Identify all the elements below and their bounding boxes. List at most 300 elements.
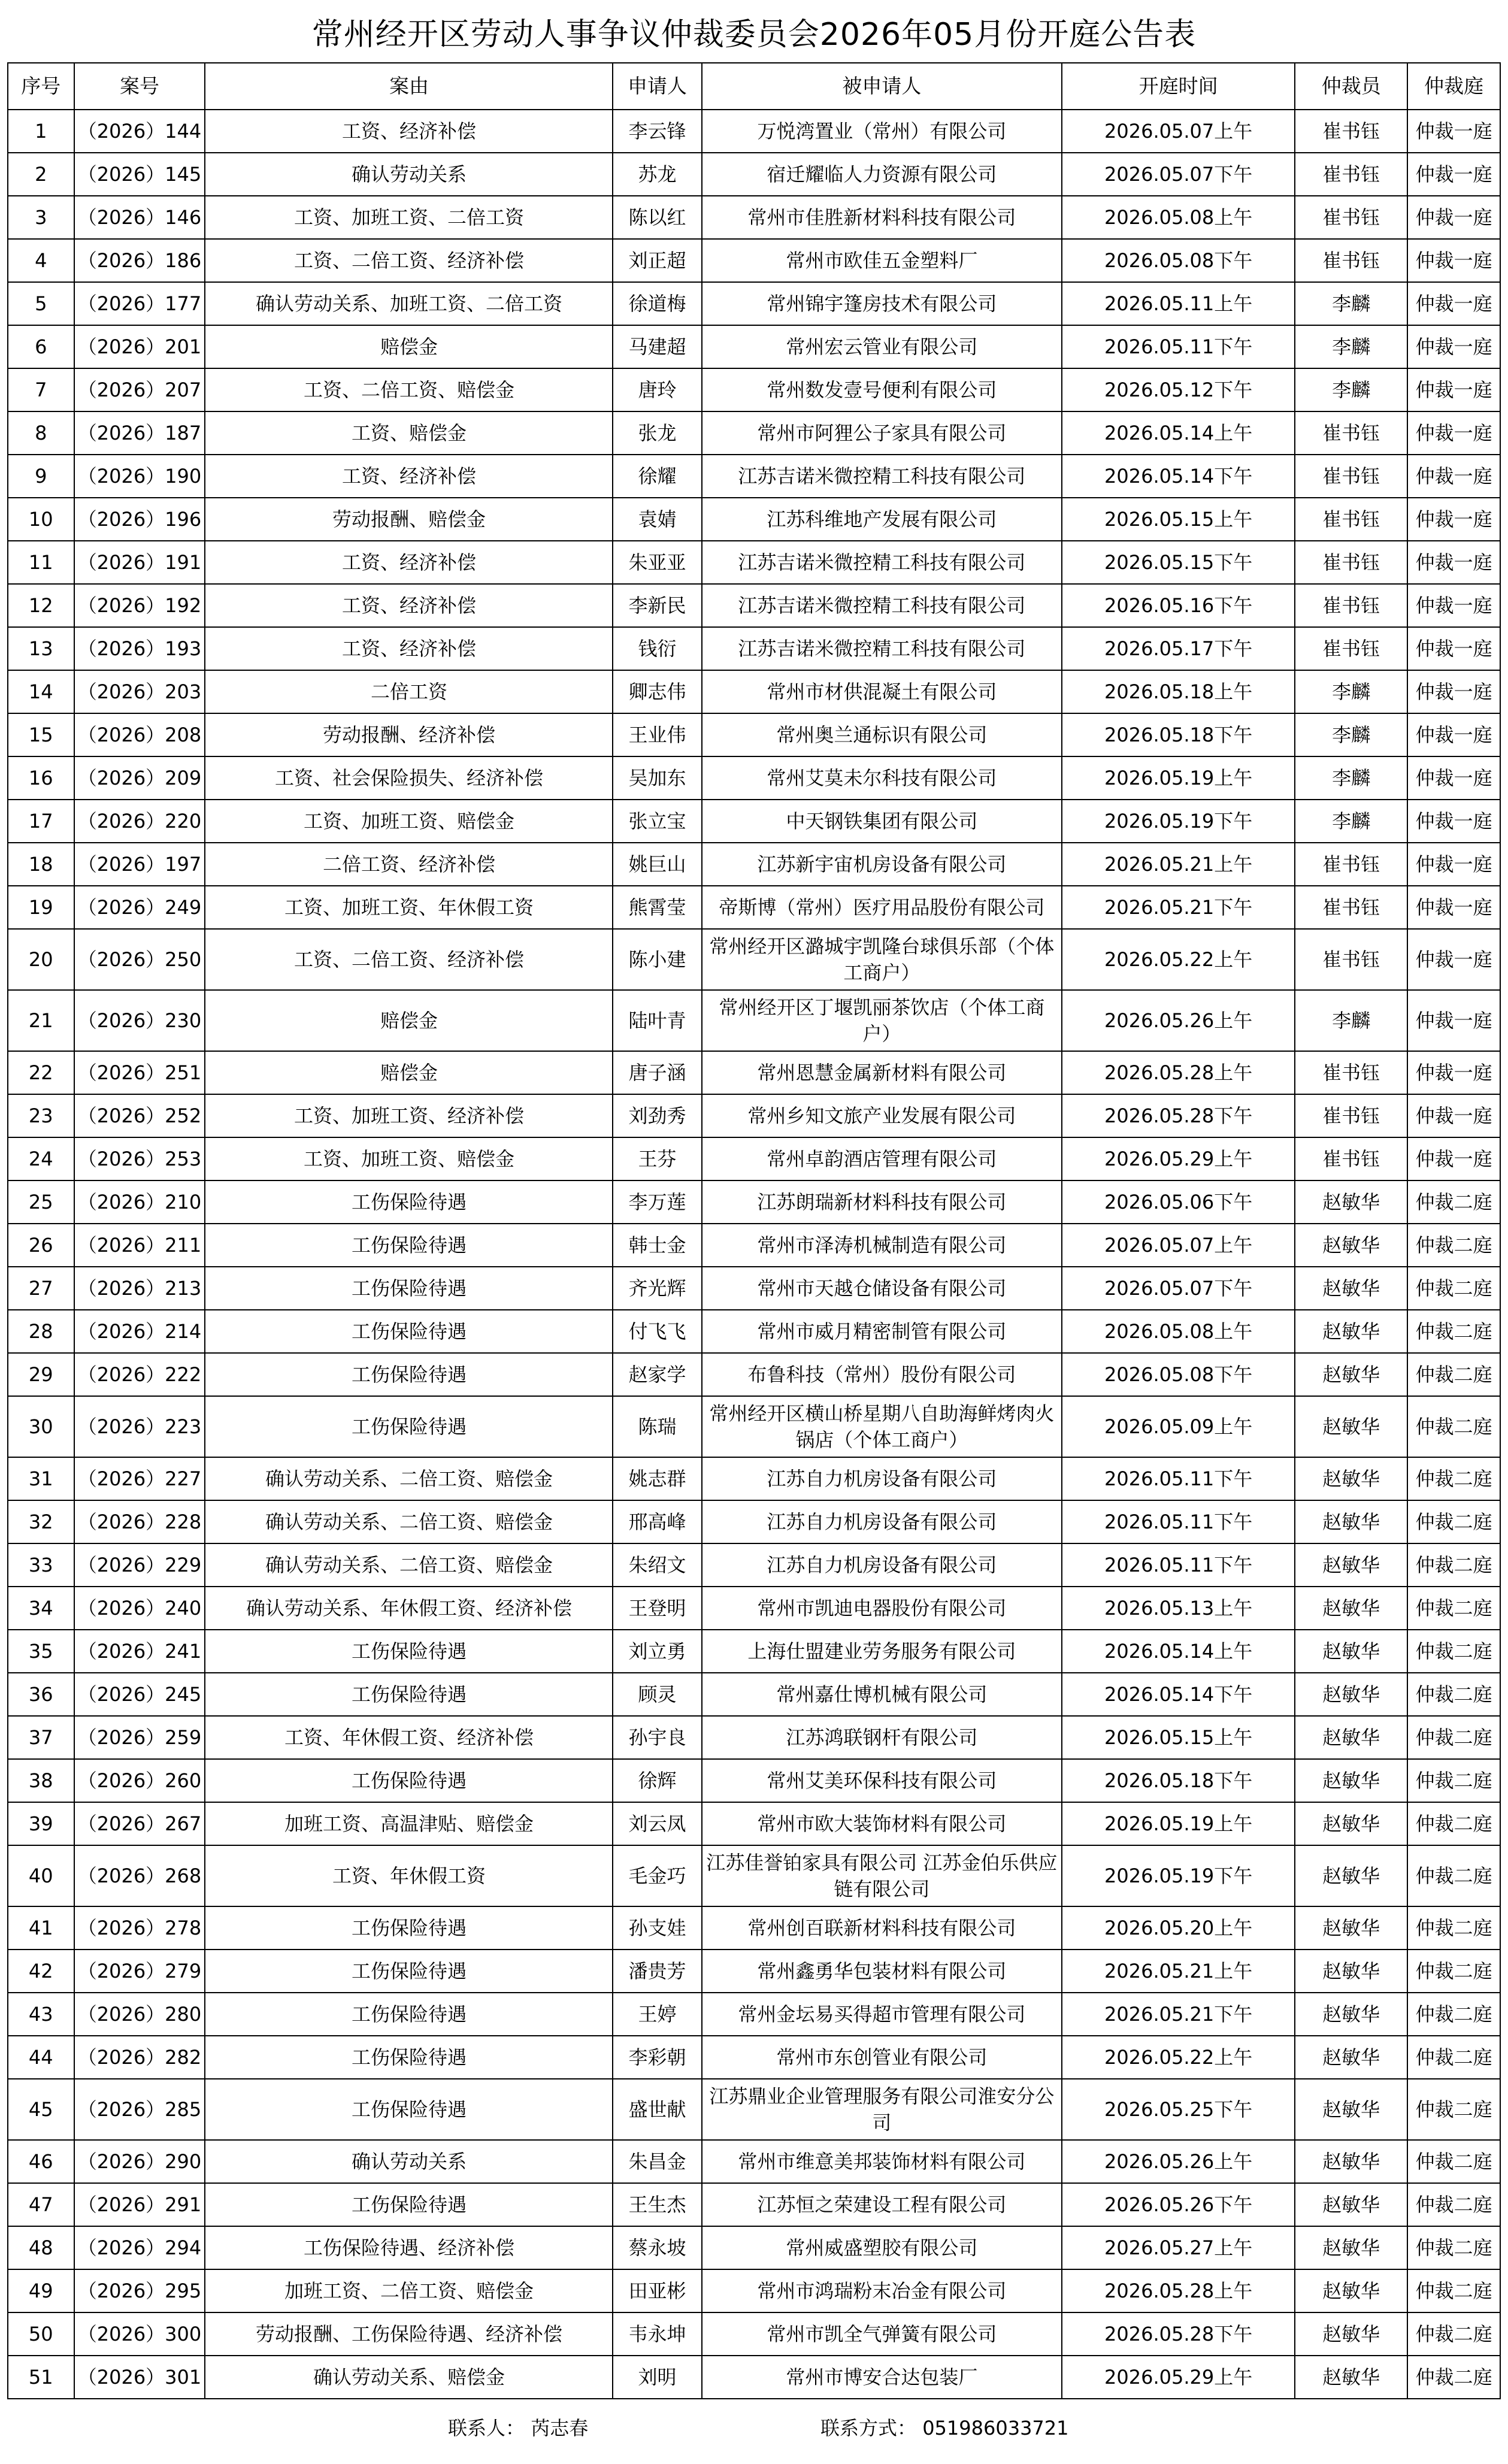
cell-arbitrator: 赵敏华 [1295,2183,1407,2226]
cell-cause: 工资、经济补偿 [205,110,613,153]
cell-index: 44 [8,2036,74,2079]
cell-tribunal: 仲裁一庭 [1407,1051,1500,1094]
cell-case-no: （2026）222 [74,1353,205,1396]
cell-cause: 工伤保险待遇 [205,1267,613,1310]
cell-applicant: 徐道梅 [613,282,701,325]
cell-applicant: 卿志伟 [613,670,701,713]
cell-applicant: 韩士金 [613,1224,701,1267]
cell-hearing-time: 2026.05.19上午 [1062,1802,1295,1845]
table-row [8,1396,1500,1457]
cell-cause: 加班工资、高温津贴、赔偿金 [205,1802,613,1845]
cell-hearing-time: 2026.05.15上午 [1062,1716,1295,1759]
cell-arbitrator: 赵敏华 [1295,1353,1407,1396]
cell-cause: 工资、加班工资、二倍工资 [205,196,613,239]
cell-hearing-time: 2026.05.17下午 [1062,627,1295,670]
cell-cause: 确认劳动关系、二倍工资、赔偿金 [205,1543,613,1587]
cell-respondent: 常州市维意美邦装饰材料有限公司 [702,2140,1062,2183]
cell-index: 20 [8,929,74,990]
cell-respondent: 中天钢铁集团有限公司 [702,800,1062,843]
cell-arbitrator: 崔书钰 [1295,843,1407,886]
cell-applicant: 盛世献 [613,2079,701,2140]
cell-hearing-time: 2026.05.15上午 [1062,498,1295,541]
cell-case-no: （2026）227 [74,1457,205,1500]
cell-tribunal: 仲裁二庭 [1407,2036,1500,2079]
table-row [8,1993,1500,2036]
cell-cause: 加班工资、二倍工资、赔偿金 [205,2269,613,2312]
cell-case-no: （2026）146 [74,196,205,239]
cell-cause: 工资、加班工资、年休假工资 [205,886,613,929]
cell-tribunal: 仲裁一庭 [1407,153,1500,196]
cell-case-no: （2026）229 [74,1543,205,1587]
cell-index: 28 [8,1310,74,1353]
cell-arbitrator: 崔书钰 [1295,1051,1407,1094]
cell-respondent: 常州乡知文旅产业发展有限公司 [702,1094,1062,1137]
cell-respondent: 常州市佳胜新材料科技有限公司 [702,196,1062,239]
cell-tribunal: 仲裁二庭 [1407,2312,1500,2356]
cell-hearing-time: 2026.05.13上午 [1062,1587,1295,1630]
cell-index: 43 [8,1993,74,2036]
cell-applicant: 刘立勇 [613,1630,701,1673]
cell-arbitrator: 崔书钰 [1295,196,1407,239]
cell-tribunal: 仲裁二庭 [1407,1543,1500,1587]
cell-respondent: 江苏佳誉铂家具有限公司 江苏金伯乐供应链有限公司 [702,1845,1062,1906]
table-row [8,455,1500,498]
cell-applicant: 姚志群 [613,1457,701,1500]
contact-name: 芮志春 [531,2417,589,2439]
cell-hearing-time: 2026.05.15下午 [1062,541,1295,584]
cell-applicant: 张龙 [613,411,701,455]
cell-cause: 劳动报酬、工伤保险待遇、经济补偿 [205,2312,613,2356]
cell-respondent: 江苏鼎业企业管理服务有限公司淮安分公司 [702,2079,1062,2140]
cell-cause: 工资、年休假工资、经济补偿 [205,1716,613,1759]
cell-cause: 确认劳动关系 [205,153,613,196]
cell-case-no: （2026）177 [74,282,205,325]
cell-applicant: 蔡永坡 [613,2226,701,2269]
cell-arbitrator: 李麟 [1295,800,1407,843]
cell-hearing-time: 2026.05.14上午 [1062,1630,1295,1673]
cell-cause: 二倍工资、经济补偿 [205,843,613,886]
cell-applicant: 孙支娃 [613,1906,701,1950]
cell-tribunal: 仲裁一庭 [1407,1137,1500,1180]
cell-hearing-time: 2026.05.14下午 [1062,455,1295,498]
cell-case-no: （2026）260 [74,1759,205,1802]
cell-case-no: （2026）295 [74,2269,205,2312]
cell-cause: 工伤保险待遇 [205,2036,613,2079]
cell-applicant: 吴加东 [613,756,701,800]
cell-cause: 工资、经济补偿 [205,541,613,584]
cell-tribunal: 仲裁二庭 [1407,2140,1500,2183]
cell-tribunal: 仲裁一庭 [1407,411,1500,455]
cell-index: 2 [8,153,74,196]
cell-arbitrator: 李麟 [1295,325,1407,368]
cell-hearing-time: 2026.05.28上午 [1062,1051,1295,1094]
cell-hearing-time: 2026.05.28上午 [1062,2269,1295,2312]
cell-index: 48 [8,2226,74,2269]
cell-applicant: 王婷 [613,1993,701,2036]
cell-hearing-time: 2026.05.11下午 [1062,1543,1295,1587]
table-row [8,368,1500,411]
header-cause: 案由 [205,63,613,110]
cell-cause: 工伤保险待遇 [205,2183,613,2226]
cell-hearing-time: 2026.05.11下午 [1062,325,1295,368]
cell-hearing-time: 2026.05.26上午 [1062,990,1295,1051]
cell-tribunal: 仲裁一庭 [1407,282,1500,325]
cell-arbitrator: 崔书钰 [1295,1137,1407,1180]
cell-applicant: 唐玲 [613,368,701,411]
cell-case-no: （2026）279 [74,1950,205,1993]
table-row [8,498,1500,541]
cell-cause: 确认劳动关系、赔偿金 [205,2356,613,2399]
cell-hearing-time: 2026.05.11上午 [1062,282,1295,325]
cell-respondent: 常州卓韵酒店管理有限公司 [702,1137,1062,1180]
table-row [8,2183,1500,2226]
cell-case-no: （2026）230 [74,990,205,1051]
cell-respondent: 常州经开区潞城宇凯隆台球俱乐部（个体工商户） [702,929,1062,990]
cell-index: 46 [8,2140,74,2183]
cell-cause: 劳动报酬、赔偿金 [205,498,613,541]
cell-tribunal: 仲裁一庭 [1407,196,1500,239]
cell-applicant: 唐子涵 [613,1051,701,1094]
cell-applicant: 付飞飞 [613,1310,701,1353]
cell-applicant: 李云锋 [613,110,701,153]
cell-respondent: 常州艾莫未尔科技有限公司 [702,756,1062,800]
cell-respondent: 江苏科维地产发展有限公司 [702,498,1062,541]
table-row [8,1950,1500,1993]
cell-hearing-time: 2026.05.11下午 [1062,1500,1295,1543]
cell-tribunal: 仲裁一庭 [1407,239,1500,282]
cell-case-no: （2026）209 [74,756,205,800]
cell-tribunal: 仲裁一庭 [1407,455,1500,498]
cell-cause: 二倍工资 [205,670,613,713]
cell-tribunal: 仲裁二庭 [1407,1950,1500,1993]
cell-respondent: 常州宏云管业有限公司 [702,325,1062,368]
cell-case-no: （2026）282 [74,2036,205,2079]
cell-case-no: （2026）268 [74,1845,205,1906]
cell-index: 22 [8,1051,74,1094]
cell-index: 15 [8,713,74,756]
cell-arbitrator: 赵敏华 [1295,2140,1407,2183]
cell-arbitrator: 崔书钰 [1295,1094,1407,1137]
cell-tribunal: 仲裁二庭 [1407,2079,1500,2140]
cell-hearing-time: 2026.05.12下午 [1062,368,1295,411]
cell-tribunal: 仲裁一庭 [1407,584,1500,627]
cell-index: 34 [8,1587,74,1630]
cell-case-no: （2026）187 [74,411,205,455]
cell-applicant: 潘贵芳 [613,1950,701,1993]
cell-arbitrator: 赵敏华 [1295,1543,1407,1587]
table-row [8,886,1500,929]
table-row [8,1180,1500,1224]
cell-arbitrator: 崔书钰 [1295,239,1407,282]
table-row [8,325,1500,368]
cell-hearing-time: 2026.05.19下午 [1062,800,1295,843]
cell-arbitrator: 赵敏华 [1295,1180,1407,1224]
cell-respondent: 常州奥兰通标识有限公司 [702,713,1062,756]
cell-respondent: 常州市材供混凝土有限公司 [702,670,1062,713]
table-row [8,1716,1500,1759]
cell-index: 38 [8,1759,74,1802]
table-row [8,1137,1500,1180]
cell-arbitrator: 李麟 [1295,670,1407,713]
cell-respondent: 江苏朗瑞新材料科技有限公司 [702,1180,1062,1224]
cell-hearing-time: 2026.05.21上午 [1062,1950,1295,1993]
cell-index: 27 [8,1267,74,1310]
cell-hearing-time: 2026.05.11下午 [1062,1457,1295,1500]
cell-cause: 赔偿金 [205,1051,613,1094]
cell-cause: 工伤保险待遇 [205,1224,613,1267]
cell-applicant: 马建超 [613,325,701,368]
cell-cause: 赔偿金 [205,990,613,1051]
cell-tribunal: 仲裁二庭 [1407,1716,1500,1759]
cell-cause: 工伤保险待遇 [205,1310,613,1353]
cell-cause: 工资、加班工资、赔偿金 [205,1137,613,1180]
cell-respondent: 常州嘉仕博机械有限公司 [702,1673,1062,1716]
cell-cause: 赔偿金 [205,325,613,368]
cell-case-no: （2026）245 [74,1673,205,1716]
cell-index: 11 [8,541,74,584]
cell-index: 19 [8,886,74,929]
cell-arbitrator: 崔书钰 [1295,110,1407,153]
cell-hearing-time: 2026.05.07下午 [1062,153,1295,196]
cell-respondent: 常州数发壹号便利有限公司 [702,368,1062,411]
cell-tribunal: 仲裁二庭 [1407,1224,1500,1267]
cell-cause: 工资、加班工资、经济补偿 [205,1094,613,1137]
cell-hearing-time: 2026.05.14上午 [1062,411,1295,455]
cell-arbitrator: 崔书钰 [1295,584,1407,627]
cell-case-no: （2026）193 [74,627,205,670]
table-row [8,1051,1500,1094]
cell-hearing-time: 2026.05.26下午 [1062,2183,1295,2226]
cell-arbitrator: 李麟 [1295,990,1407,1051]
cell-index: 50 [8,2312,74,2356]
cell-cause: 工资、二倍工资、经济补偿 [205,929,613,990]
cell-tribunal: 仲裁一庭 [1407,843,1500,886]
cell-respondent: 常州市泽涛机械制造有限公司 [702,1224,1062,1267]
cell-hearing-time: 2026.05.07下午 [1062,1267,1295,1310]
table-row [8,1845,1500,1906]
cell-case-no: （2026）241 [74,1630,205,1673]
cell-respondent: 常州锦宇篷房技术有限公司 [702,282,1062,325]
table-row [8,800,1500,843]
cell-tribunal: 仲裁二庭 [1407,1457,1500,1500]
cell-hearing-time: 2026.05.07上午 [1062,110,1295,153]
cell-tribunal: 仲裁二庭 [1407,1630,1500,1673]
cell-arbitrator: 赵敏华 [1295,1906,1407,1950]
table-row [8,1267,1500,1310]
table-row [8,110,1500,153]
cell-respondent: 江苏恒之荣建设工程有限公司 [702,2183,1062,2226]
cell-tribunal: 仲裁一庭 [1407,110,1500,153]
cell-cause: 工伤保险待遇 [205,1759,613,1802]
cell-cause: 工伤保险待遇 [205,1993,613,2036]
cell-cause: 工资、经济补偿 [205,455,613,498]
cell-applicant: 朱绍文 [613,1543,701,1587]
cell-case-no: （2026）145 [74,153,205,196]
cell-index: 31 [8,1457,74,1500]
table-row [8,990,1500,1051]
cell-applicant: 李万莲 [613,1180,701,1224]
cell-cause: 工资、经济补偿 [205,584,613,627]
cell-arbitrator: 李麟 [1295,282,1407,325]
cell-respondent: 江苏自力机房设备有限公司 [702,1543,1062,1587]
cell-respondent: 常州市欧佳五金塑料厂 [702,239,1062,282]
cell-arbitrator: 李麟 [1295,713,1407,756]
cell-respondent: 上海仕盟建业劳务服务有限公司 [702,1630,1062,1673]
table-row [8,584,1500,627]
contact-person [448,2413,588,2441]
table-row [8,2140,1500,2183]
table-row [8,2269,1500,2312]
cell-hearing-time: 2026.05.18上午 [1062,670,1295,713]
cell-applicant: 毛金巧 [613,1845,701,1906]
cell-applicant: 陈小建 [613,929,701,990]
cell-applicant: 邢高峰 [613,1500,701,1543]
cell-respondent: 常州市威月精密制管有限公司 [702,1310,1062,1353]
cell-respondent: 常州艾美环保科技有限公司 [702,1759,1062,1802]
cell-applicant: 王业伟 [613,713,701,756]
cell-tribunal: 仲裁一庭 [1407,756,1500,800]
cell-case-no: （2026）192 [74,584,205,627]
page-title: 常州经开区劳动人事争议仲裁委员会2026年05月份开庭公告表 [311,16,1197,53]
cell-cause: 确认劳动关系、二倍工资、赔偿金 [205,1457,613,1500]
cell-cause: 工资、二倍工资、经济补偿 [205,239,613,282]
header-case-no: 案号 [74,63,205,110]
cell-hearing-time: 2026.05.18下午 [1062,1759,1295,1802]
cell-arbitrator: 赵敏华 [1295,1396,1407,1457]
cell-cause: 工伤保险待遇 [205,1906,613,1950]
table-row [8,239,1500,282]
cell-tribunal: 仲裁二庭 [1407,1267,1500,1310]
table-row [8,1673,1500,1716]
cell-hearing-time: 2026.05.22上午 [1062,2036,1295,2079]
cell-hearing-time: 2026.05.27上午 [1062,2226,1295,2269]
table-row [8,843,1500,886]
cell-respondent: 江苏新宇宙机房设备有限公司 [702,843,1062,886]
cell-cause: 确认劳动关系、年休假工资、经济补偿 [205,1587,613,1630]
cell-hearing-time: 2026.05.20上午 [1062,1906,1295,1950]
cell-respondent: 常州市博安合达包装厂 [702,2356,1062,2399]
cell-index: 35 [8,1630,74,1673]
cell-case-no: （2026）196 [74,498,205,541]
cell-case-no: （2026）190 [74,455,205,498]
cell-tribunal: 仲裁一庭 [1407,627,1500,670]
cell-cause: 确认劳动关系、加班工资、二倍工资 [205,282,613,325]
cell-index: 18 [8,843,74,886]
cell-arbitrator: 赵敏华 [1295,2312,1407,2356]
cell-case-no: （2026）186 [74,239,205,282]
cell-hearing-time: 2026.05.21下午 [1062,886,1295,929]
header-tribunal: 仲裁庭 [1407,63,1500,110]
cell-arbitrator: 赵敏华 [1295,1224,1407,1267]
cell-case-no: （2026）207 [74,368,205,411]
cell-index: 49 [8,2269,74,2312]
table-row [8,1630,1500,1673]
cell-index: 7 [8,368,74,411]
cell-applicant: 陈以红 [613,196,701,239]
cell-case-no: （2026）201 [74,325,205,368]
cell-tribunal: 仲裁二庭 [1407,1673,1500,1716]
cell-index: 30 [8,1396,74,1457]
cell-respondent: 宿迁耀临人力资源有限公司 [702,153,1062,196]
header-applicant: 申请人 [613,63,701,110]
cell-arbitrator: 赵敏华 [1295,2226,1407,2269]
table-row [8,1759,1500,1802]
hearing-schedule-table [7,62,1501,2399]
cell-tribunal: 仲裁一庭 [1407,325,1500,368]
header-arbitrator: 仲裁员 [1295,63,1407,110]
table-row [8,196,1500,239]
cell-case-no: （2026）210 [74,1180,205,1224]
cell-tribunal: 仲裁二庭 [1407,1845,1500,1906]
table-row [8,1353,1500,1396]
cell-arbitrator: 赵敏华 [1295,2356,1407,2399]
table-row [8,2226,1500,2269]
cell-index: 26 [8,1224,74,1267]
cell-tribunal: 仲裁一庭 [1407,541,1500,584]
cell-index: 25 [8,1180,74,1224]
cell-case-no: （2026）278 [74,1906,205,1950]
cell-case-no: （2026）213 [74,1267,205,1310]
cell-applicant: 顾灵 [613,1673,701,1716]
cell-arbitrator: 崔书钰 [1295,541,1407,584]
cell-arbitrator: 崔书钰 [1295,929,1407,990]
cell-index: 42 [8,1950,74,1993]
table-row [8,1310,1500,1353]
cell-respondent: 江苏吉诺米微控精工科技有限公司 [702,627,1062,670]
cell-respondent: 常州威盛塑胶有限公司 [702,2226,1062,2269]
cell-cause: 劳动报酬、经济补偿 [205,713,613,756]
cell-hearing-time: 2026.05.19上午 [1062,756,1295,800]
cell-index: 33 [8,1543,74,1587]
cell-cause: 工资、加班工资、赔偿金 [205,800,613,843]
cell-index: 23 [8,1094,74,1137]
cell-index: 36 [8,1673,74,1716]
cell-tribunal: 仲裁一庭 [1407,1094,1500,1137]
cell-respondent: 常州经开区横山桥星期八自助海鲜烤肉火锅店（个体工商户） [702,1396,1062,1457]
cell-index: 3 [8,196,74,239]
cell-respondent: 常州金坛易买得超市管理有限公司 [702,1993,1062,2036]
cell-tribunal: 仲裁一庭 [1407,368,1500,411]
cell-tribunal: 仲裁二庭 [1407,1310,1500,1353]
cell-hearing-time: 2026.05.28下午 [1062,1094,1295,1137]
cell-applicant: 韦永坤 [613,2312,701,2356]
cell-applicant: 陆叶青 [613,990,701,1051]
cell-cause: 工伤保险待遇 [205,1353,613,1396]
cell-respondent: 常州市东创管业有限公司 [702,2036,1062,2079]
cell-applicant: 熊霄莹 [613,886,701,929]
cell-applicant: 姚巨山 [613,843,701,886]
cell-index: 17 [8,800,74,843]
cell-respondent: 常州恩慧金属新材料有限公司 [702,1051,1062,1094]
cell-respondent: 常州鑫勇华包装材料有限公司 [702,1950,1062,1993]
cell-tribunal: 仲裁二庭 [1407,1353,1500,1396]
cell-applicant: 王芬 [613,1137,701,1180]
cell-arbitrator: 崔书钰 [1295,886,1407,929]
cell-hearing-time: 2026.05.28下午 [1062,2312,1295,2356]
cell-hearing-time: 2026.05.08上午 [1062,196,1295,239]
cell-hearing-time: 2026.05.08下午 [1062,239,1295,282]
cell-arbitrator: 崔书钰 [1295,498,1407,541]
cell-applicant: 赵家学 [613,1353,701,1396]
cell-respondent: 江苏鸿联钢杆有限公司 [702,1716,1062,1759]
cell-cause: 工资、经济补偿 [205,627,613,670]
cell-applicant: 李新民 [613,584,701,627]
cell-applicant: 刘劲秀 [613,1094,701,1137]
cell-applicant: 王登明 [613,1587,701,1630]
cell-hearing-time: 2026.05.06下午 [1062,1180,1295,1224]
cell-tribunal: 仲裁二庭 [1407,2183,1500,2226]
cell-applicant: 齐光辉 [613,1267,701,1310]
